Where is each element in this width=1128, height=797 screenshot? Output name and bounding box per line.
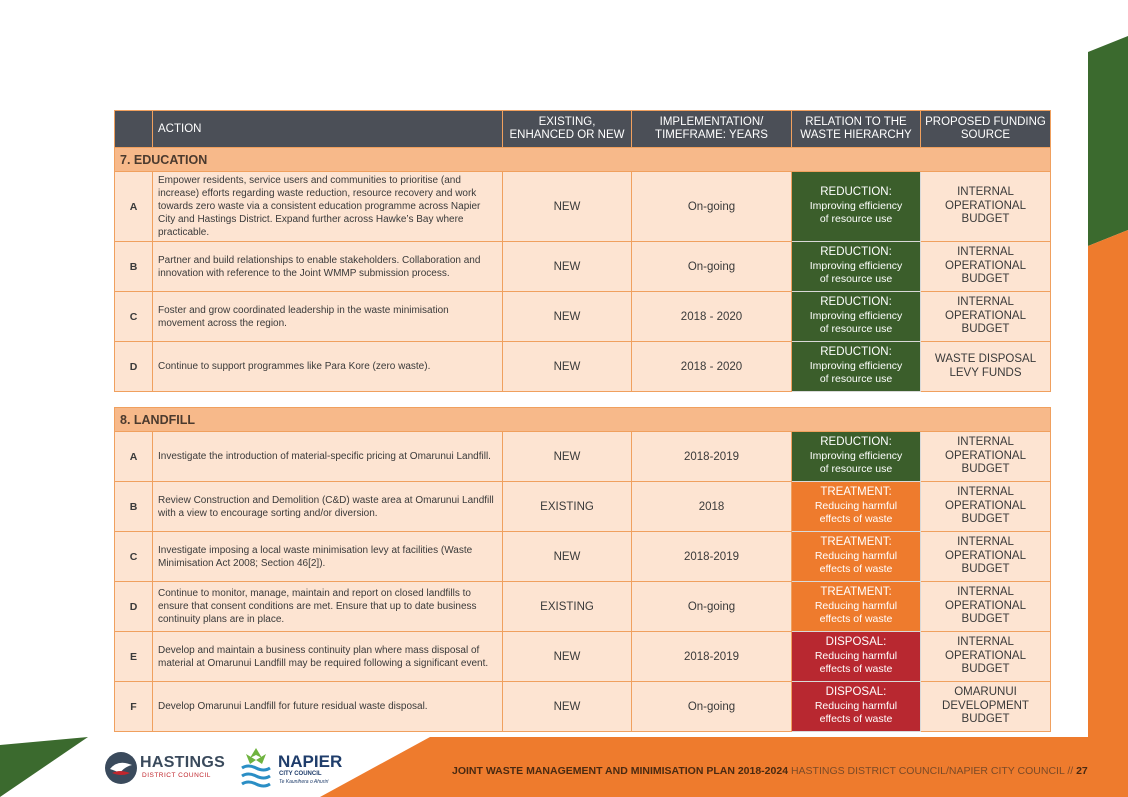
hierarchy-title: REDUCTION: [820, 186, 892, 199]
hierarchy-title: REDUCTION: [820, 436, 892, 449]
hierarchy-sub: Reducing harmful [814, 499, 898, 512]
row-hierarchy [792, 242, 921, 292]
napier-sub: CITY COUNCIL [279, 771, 322, 777]
row-status: NEW [503, 242, 632, 292]
funding-line: OPERATIONAL [945, 499, 1026, 512]
row-funding [921, 242, 1051, 292]
row-letter: B [115, 242, 153, 292]
table-row [115, 432, 1051, 482]
hierarchy-sub: of resource use [819, 213, 893, 226]
row-funding [921, 582, 1051, 632]
funding-line: BUDGET [961, 213, 1010, 226]
section-row [115, 408, 1051, 432]
row-hierarchy [792, 682, 921, 732]
funding-line: INTERNAL [957, 586, 1014, 599]
section-row [115, 148, 1051, 172]
hierarchy-title: REDUCTION: [820, 346, 892, 359]
hierarchy-title: TREATMENT: [820, 536, 892, 549]
row-funding [921, 172, 1051, 242]
row-letter: F [115, 682, 153, 732]
hierarchy-title: TREATMENT: [820, 486, 892, 499]
row-status: NEW [503, 632, 632, 682]
hierarchy-sub: Reducing harmful [814, 599, 898, 612]
row-funding [921, 532, 1051, 582]
row-status: NEW [503, 532, 632, 582]
row-status: NEW [503, 682, 632, 732]
row-action: Review Construction and Demolition (C&D) waste area at Omarunui Landfill with a view to encourage sorting and/or diversion. [153, 482, 503, 532]
napier-name: NAPIER [278, 752, 343, 771]
funding-line: INTERNAL [957, 636, 1014, 649]
hierarchy-sub: effects of waste [819, 563, 893, 576]
row-timeframe: 2018 - 2020 [632, 342, 792, 392]
row-timeframe: On-going [632, 582, 792, 632]
header-relation: RELATION TO THE WASTE HIERARCHY [792, 111, 921, 148]
section-title: 7. EDUCATION [115, 148, 1051, 172]
row-funding [921, 342, 1051, 392]
funding-line: INTERNAL [957, 536, 1014, 549]
hierarchy-title: TREATMENT: [820, 586, 892, 599]
funding-line: DEVELOPMENT [942, 699, 1029, 712]
hierarchy-sub: Improving efficiency [809, 259, 903, 272]
row-hierarchy [792, 292, 921, 342]
funding-line: OPERATIONAL [945, 199, 1026, 212]
row-hierarchy [792, 532, 921, 582]
row-hierarchy [792, 482, 921, 532]
funding-line: BUDGET [961, 463, 1010, 476]
footer-councils: HASTINGS DISTRICT COUNCIL/NAPIER CITY COUNCIL [790, 765, 1065, 777]
funding-line: BUDGET [961, 713, 1010, 726]
funding-line: BUDGET [961, 513, 1010, 526]
funding-line: INTERNAL [957, 296, 1014, 309]
funding-line: OPERATIONAL [945, 549, 1026, 562]
hastings-name: HASTINGS [140, 754, 226, 771]
hierarchy-sub: of resource use [819, 323, 893, 336]
row-hierarchy [792, 632, 921, 682]
funding-line: INTERNAL [957, 486, 1014, 499]
funding-line: OPERATIONAL [945, 449, 1026, 462]
hierarchy-title: REDUCTION: [820, 296, 892, 309]
row-funding [921, 682, 1051, 732]
row-hierarchy [792, 172, 921, 242]
row-status: NEW [503, 292, 632, 342]
napier-tagline: Te Kaunihera o Ahuriri [279, 779, 329, 785]
funding-line: BUDGET [961, 663, 1010, 676]
hierarchy-sub: of resource use [819, 273, 893, 286]
education-table [114, 110, 1051, 392]
funding-line: BUDGET [961, 613, 1010, 626]
row-action: Continue to support programmes like Para Kore (zero waste). [153, 342, 503, 392]
header-implementation: IMPLEMENTATION/ TIMEFRAME: YEARS [632, 111, 792, 148]
table-row [115, 172, 1051, 242]
row-letter: C [115, 532, 153, 582]
row-funding [921, 632, 1051, 682]
funding-line: OPERATIONAL [945, 309, 1026, 322]
table-row [115, 632, 1051, 682]
funding-line: LEVY FUNDS [949, 366, 1022, 379]
table-row [115, 532, 1051, 582]
row-timeframe: On-going [632, 682, 792, 732]
napier-emblem-icon [238, 746, 274, 790]
footer-page-number: 27 [1076, 765, 1088, 777]
header-action: ACTION [153, 111, 503, 148]
row-action: Investigate the introduction of material-specific pricing at Omarunui Landfill. [153, 432, 503, 482]
funding-line: BUDGET [961, 563, 1010, 576]
row-action: Develop Omarunui Landfill for future residual waste disposal. [153, 682, 503, 732]
funding-line: INTERNAL [957, 246, 1014, 259]
funding-line: OPERATIONAL [945, 259, 1026, 272]
table-row [115, 482, 1051, 532]
hierarchy-sub: Improving efficiency [809, 449, 903, 462]
row-letter: A [115, 432, 153, 482]
row-hierarchy [792, 342, 921, 392]
row-letter: B [115, 482, 153, 532]
table-row [115, 682, 1051, 732]
table-header-row [115, 111, 1051, 148]
funding-line: OMARUNUI [954, 686, 1017, 699]
row-funding [921, 432, 1051, 482]
row-timeframe: On-going [632, 242, 792, 292]
funding-line: INTERNAL [957, 436, 1014, 449]
row-status: EXISTING [503, 582, 632, 632]
row-timeframe: 2018-2019 [632, 532, 792, 582]
hierarchy-title: REDUCTION: [820, 246, 892, 259]
row-timeframe: 2018 - 2020 [632, 292, 792, 342]
funding-line: OPERATIONAL [945, 649, 1026, 662]
header-letter [115, 111, 153, 148]
table-row [115, 342, 1051, 392]
table-row [115, 582, 1051, 632]
row-funding [921, 292, 1051, 342]
napier-logo [238, 746, 348, 790]
row-funding [921, 482, 1051, 532]
row-letter: D [115, 582, 153, 632]
hierarchy-sub: effects of waste [819, 713, 893, 726]
hierarchy-sub: effects of waste [819, 613, 893, 626]
row-letter: D [115, 342, 153, 392]
funding-line: WASTE DISPOSAL [934, 353, 1037, 365]
hastings-emblem-icon [104, 751, 138, 785]
row-action: Continue to monitor, manage, maintain and report on closed landfills to ensure that consent conditions are met. Ensure that up to date business continuity plans are in place. [153, 582, 503, 632]
funding-line: INTERNAL [957, 186, 1014, 199]
hierarchy-title: DISPOSAL: [825, 636, 887, 649]
row-status: NEW [503, 172, 632, 242]
row-letter: A [115, 172, 153, 242]
table-row [115, 242, 1051, 292]
hierarchy-sub: effects of waste [819, 663, 893, 676]
hastings-sub: DISTRICT COUNCIL [142, 772, 211, 779]
funding-line: BUDGET [961, 323, 1010, 336]
hastings-logo [104, 750, 224, 786]
row-status: NEW [503, 432, 632, 482]
row-status: EXISTING [503, 482, 632, 532]
hierarchy-title: DISPOSAL: [825, 686, 887, 699]
funding-line: OPERATIONAL [945, 599, 1026, 612]
header-funding: PROPOSED FUNDING SOURCE [921, 111, 1051, 148]
hierarchy-sub: Reducing harmful [814, 649, 898, 662]
row-action: Develop and maintain a business continuity plan where mass disposal of material at Omarunui Landfill may be required following a significant event. [153, 632, 503, 682]
landfill-table [114, 407, 1051, 732]
hierarchy-sub: of resource use [819, 463, 893, 476]
row-timeframe: 2018 [632, 482, 792, 532]
row-hierarchy [792, 582, 921, 632]
section-title: 8. LANDFILL [115, 408, 1051, 432]
row-timeframe: 2018-2019 [632, 632, 792, 682]
row-action: Foster and grow coordinated leadership in the waste minimisation movement across the region. [153, 292, 503, 342]
footer-plan-title: JOINT WASTE MANAGEMENT AND MINIMISATION PLAN 2018-2024 [452, 765, 789, 777]
row-action: Partner and build relationships to enable stakeholders. Collaboration and innovation with reference to the Joint WMMP submission process. [153, 242, 503, 292]
deco-green-strip [1088, 36, 1128, 246]
deco-orange-strip [1088, 230, 1128, 797]
hierarchy-sub: Reducing harmful [814, 699, 898, 712]
funding-line: BUDGET [961, 273, 1010, 286]
table-row [115, 292, 1051, 342]
header-existing: EXISTING, ENHANCED OR NEW [503, 111, 632, 148]
hierarchy-sub: effects of waste [819, 513, 893, 526]
hierarchy-sub: Reducing harmful [814, 549, 898, 562]
row-hierarchy [792, 432, 921, 482]
hierarchy-sub: Improving efficiency [809, 199, 903, 212]
deco-bottom-green [0, 737, 88, 797]
row-status: NEW [503, 342, 632, 392]
hierarchy-sub: of resource use [819, 373, 893, 386]
row-action: Investigate imposing a local waste minimisation levy at facilities (Waste Minimisation Act 2008; Section 46[2]). [153, 532, 503, 582]
footer-separator: // [1067, 765, 1074, 777]
hierarchy-sub: Improving efficiency [809, 309, 903, 322]
row-letter: E [115, 632, 153, 682]
right-decorative-band [1088, 0, 1128, 797]
row-action: Empower residents, service users and communities to prioritise (and increase) efforts regarding waste reduction, resource recovery and work towards zero waste via a consistent education programme across Napier City and Hastings District. Expand further across Hawke’s Bay where practicable. [153, 172, 503, 242]
row-letter: C [115, 292, 153, 342]
row-timeframe: 2018-2019 [632, 432, 792, 482]
page-footer [452, 765, 1088, 777]
hierarchy-sub: Improving efficiency [809, 359, 903, 372]
row-timeframe: On-going [632, 172, 792, 242]
